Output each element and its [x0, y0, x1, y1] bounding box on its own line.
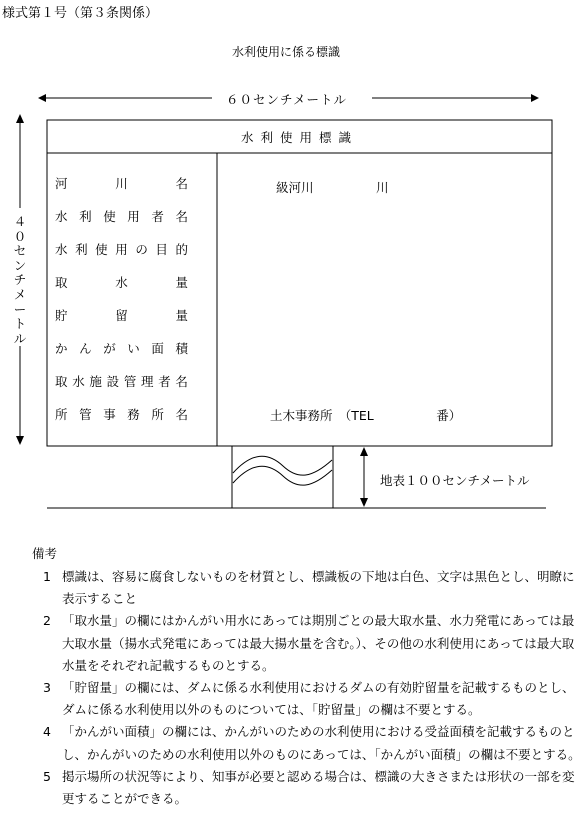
ground-arrowhead-bottom	[360, 498, 368, 507]
sign-row-label: 所 管 事 務 所 名	[55, 407, 188, 422]
note-item	[32, 766, 582, 810]
height-arrowhead-bottom	[16, 436, 24, 445]
sign-title: 水利使用標識	[240, 130, 358, 145]
note-text: 「貯留量」の欄には、ダムに係る水利使用におけるダムの有効貯留量を記載するものとし、ダムに係る水利使用以外のものについては、「貯留量」の欄は不要とする。	[62, 680, 575, 718]
sign-row-label: 取 水 施 設 管 理 者 名	[55, 374, 188, 389]
sign-row-label: 水 利 使 用 者 名	[55, 209, 188, 224]
note-item	[32, 677, 582, 721]
width-dimension-label: ６０センチメートル	[226, 92, 348, 107]
note-item	[32, 721, 582, 765]
note-text: 「かんがい面積」の欄には、かんがいのための水利使用における受益面積を記載するものとし、かんがいのための水利使用以外のものにあっては、「かんがい面積」の欄は不要とする。	[62, 724, 581, 762]
ground-height-label: 地表１００センチメートル	[380, 473, 530, 488]
sign-row-label: 河 川 名	[55, 176, 188, 191]
notes-section	[32, 544, 582, 810]
note-text: 掲示場所の状況等により、知事が必要と認める場合は、標識の大きさまたは形状の一部を変更することができる。	[62, 768, 575, 807]
width-arrowhead-right	[531, 94, 539, 102]
note-number: 4	[43, 724, 51, 740]
note-number: 5	[43, 768, 51, 784]
note-number: 1	[43, 569, 51, 584]
sign-row-label: か ん が い 面 積	[55, 341, 188, 356]
notes-heading: 備考	[32, 546, 58, 561]
note-text: 標識は、容易に腐食しないものを材質とし、標識板の下地は白色、文字は黒色とし、明瞭に表示すること	[62, 569, 575, 607]
note-text: 「取水量」の欄にはかんがい用水にあっては期別ごとの最大取水量、水力発電にあっては最大取水量（揚水式発電にあっては最大揚水量を含む。）、その他の水利使用にあっては最大取水量をそれぞれ記載するものとする。	[62, 613, 575, 673]
note-number: 2	[43, 613, 51, 629]
height-dimension-label: ４ ０ セ ン チ メ ー ト ル	[10, 215, 30, 346]
note-number: 3	[43, 680, 51, 696]
note-item	[32, 566, 582, 610]
note-item	[32, 610, 582, 677]
ground-arrowhead-top	[360, 447, 368, 456]
height-arrowhead-top	[16, 114, 24, 123]
river-name-value: 級河川 川	[276, 180, 389, 195]
document-title: 水利使用に係る標識	[232, 45, 341, 59]
width-arrowhead-left	[38, 94, 46, 102]
office-name-value: 土木事務所 （TEL 番）	[270, 408, 462, 423]
break-mark-upper	[233, 456, 332, 475]
sign-row-label: 貯 留 量	[55, 308, 188, 323]
sign-row-label: 水 利 使 用 の 目 的	[55, 242, 188, 257]
break-mark-lower	[233, 466, 332, 485]
form-number: 様式第１号（第３条関係）	[2, 6, 159, 21]
sign-row-label: 取 水 量	[55, 275, 188, 290]
